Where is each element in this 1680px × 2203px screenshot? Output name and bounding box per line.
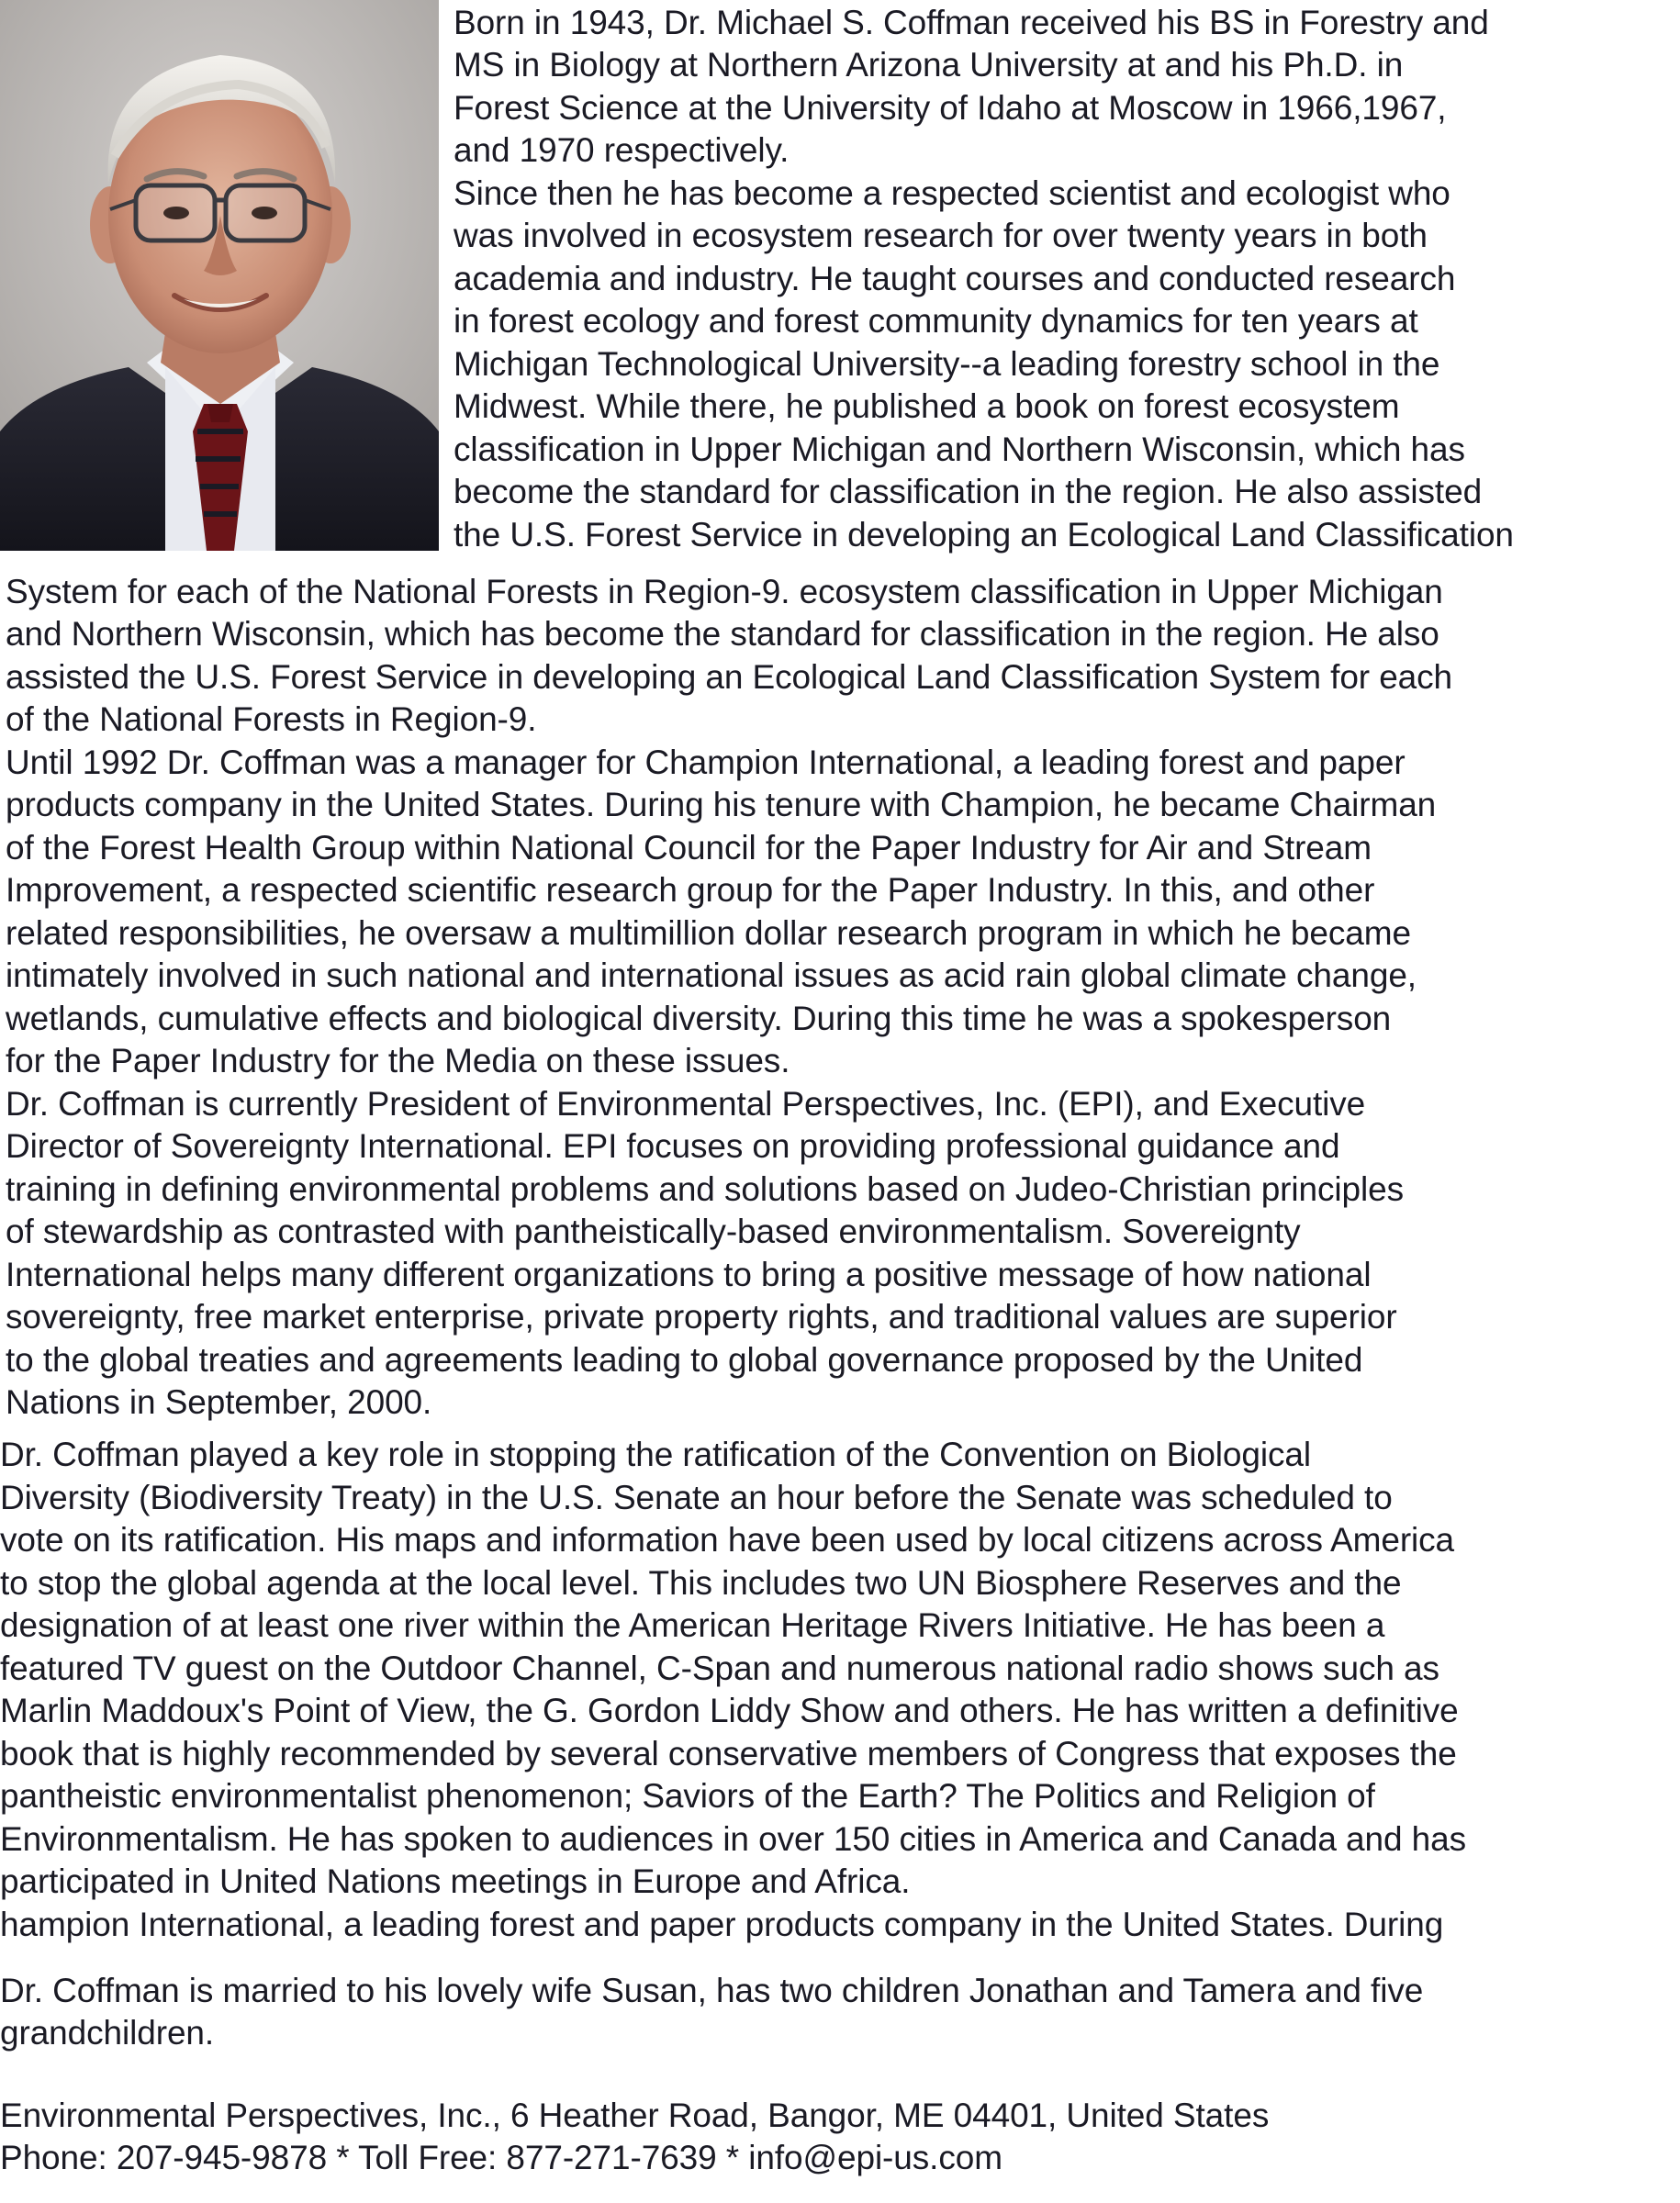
bio-line: Dr. Coffman played a key role in stopping the ratification of the Convention on Biological — [0, 1436, 1312, 1473]
bio-line: Environmentalism. He has spoken to audiences in over 150 cities in America and Canada and has — [0, 1820, 1467, 1858]
portrait-photo — [0, 0, 439, 551]
bio-line: pantheistic environmentalist phenomenon; Saviors of the Earth? The Politics and Religion of — [0, 1777, 1375, 1815]
bio-intro-line: and 1970 respectively. — [454, 131, 790, 169]
bio-intro-line: the U.S. Forest Service in developing an Ecological Land Classification — [454, 516, 1514, 554]
bio-line: designation of at least one river within the American Heritage Rivers Initiative. He has been a — [0, 1606, 1385, 1644]
bio-intro-line: Forest Science at the University of Idaho at Moscow in 1966,1967, — [454, 89, 1447, 127]
bio-line: training in defining environmental problems and solutions based on Judeo-Christian principles — [6, 1170, 1404, 1208]
bio-intro-line: in forest ecology and forest community dynamics for ten years at — [454, 302, 1418, 340]
contact-address: Environmental Perspectives, Inc., 6 Heather Road, Bangor, ME 04401, United States — [0, 2097, 1270, 2134]
bio-intro-line: Midwest. While there, he published a book on forest ecosystem — [454, 387, 1400, 425]
bio-intro-line: become the standard for classification in the region. He also assisted — [454, 473, 1483, 510]
bio-line: to stop the global agenda at the local level. This includes two UN Biosphere Reserves and the — [0, 1564, 1402, 1602]
bio-line: Marlin Maddoux's Point of View, the G. Gordon Liddy Show and others. He has written a definitive — [0, 1692, 1459, 1729]
bio-line: System for each of the National Forests in Region-9. ecosystem classification in Upper Michigan — [6, 573, 1443, 610]
bio-line: Nations in September, 2000. — [6, 1383, 432, 1421]
bio-line: of the Forest Health Group within National Council for the Paper Industry for Air and Stream — [6, 829, 1372, 867]
bio-intro-line: MS in Biology at Northern Arizona University at and his Ph.D. in — [454, 46, 1404, 84]
bio-line: to the global treaties and agreements leading to global governance proposed by the United — [6, 1341, 1363, 1379]
bio-line: participated in United Nations meetings in Europe and Africa. — [0, 1862, 911, 1900]
bio-intro-line: Born in 1943, Dr. Michael S. Coffman received his BS in Forestry and — [454, 4, 1489, 41]
bio-intro-line: Michigan Technological University--a leading forestry school in the — [454, 345, 1440, 383]
bio-line: vote on its ratification. His maps and information have been used by local citizens across America — [0, 1521, 1455, 1559]
bio-line: Improvement, a respected scientific research group for the Paper Industry. In this, and other — [6, 871, 1375, 909]
bio-line: of the National Forests in Region-9. — [6, 700, 537, 738]
bio-family-line: Dr. Coffman is married to his lovely wife Susan, has two children Jonathan and Tamera and five — [0, 1972, 1424, 2009]
bio-line: Director of Sovereignty International. EPI focuses on providing professional guidance and — [6, 1127, 1340, 1165]
bio-line: and Northern Wisconsin, which has become the standard for classification in the region. He also — [6, 615, 1439, 653]
bio-line: for the Paper Industry for the Media on these issues. — [6, 1042, 790, 1079]
bio-line: wetlands, cumulative effects and biological diversity. During this time he was a spokesperson — [6, 1000, 1392, 1037]
bio-line: related responsibilities, he oversaw a multimillion dollar research program in which he became — [6, 914, 1411, 952]
bio-intro-line: was involved in ecosystem research for over twenty years in both — [454, 217, 1428, 254]
bio-intro-line: Since then he has become a respected scientist and ecologist who — [454, 174, 1450, 212]
bio-line: assisted the U.S. Forest Service in developing an Ecological Land Classification System for each — [6, 658, 1453, 696]
bio-line: International helps many different organizations to bring a positive message of how national — [6, 1256, 1372, 1293]
bio-intro-line: academia and industry. He taught courses and conducted research — [454, 260, 1456, 297]
bio-line: sovereignty, free market enterprise, private property rights, and traditional values are superior — [6, 1298, 1397, 1336]
bio-line: Diversity (Biodiversity Treaty) in the U.S. Senate an hour before the Senate was scheduled to — [0, 1479, 1393, 1516]
bio-line: Dr. Coffman is currently President of Environmental Perspectives, Inc. (EPI), and Executive — [6, 1085, 1366, 1123]
bio-line: Until 1992 Dr. Coffman was a manager for Champion International, a leading forest and paper — [6, 744, 1406, 781]
contact-phone-email[interactable]: Phone: 207-945-9878 * Toll Free: 877-271-7639 * info@epi-us.com — [0, 2139, 1002, 2176]
bio-line: book that is highly recommended by several conservative members of Congress that exposes the — [0, 1735, 1457, 1772]
bio-line: hampion International, a leading forest and paper products company in the United States. During — [0, 1906, 1444, 1943]
bio-intro-line: classification in Upper Michigan and Northern Wisconsin, which has — [454, 431, 1465, 468]
bio-line: intimately involved in such national and international issues as acid rain global climate change, — [6, 956, 1417, 994]
bio-family-line: grandchildren. — [0, 2014, 215, 2052]
bio-line: products company in the United States. During his tenure with Champion, he became Chairman — [6, 786, 1437, 823]
bio-line: featured TV guest on the Outdoor Channel, C-Span and numerous national radio shows such as — [0, 1649, 1439, 1687]
bio-line: of stewardship as contrasted with pantheistically-based environmentalism. Sovereignty — [6, 1213, 1301, 1250]
